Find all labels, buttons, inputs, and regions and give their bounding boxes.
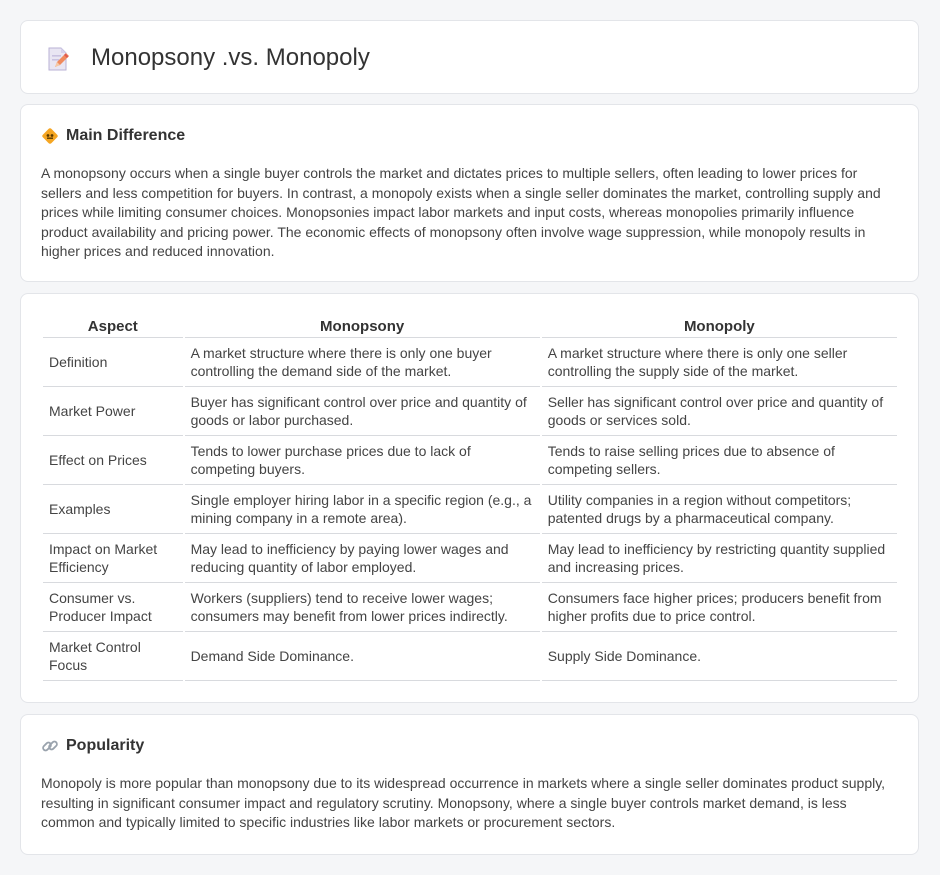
table-row: [43, 583, 897, 632]
table-cell-monopsony: Buyer has significant control over price and quantity of goods or labor purchased.: [185, 387, 540, 436]
header-monopsony: Monopsony: [185, 316, 540, 338]
table-cell-monopsony: Tends to lower purchase prices due to lack of competing buyers.: [185, 436, 540, 485]
table-row: [43, 632, 897, 681]
table-cell-monopoly: Supply Side Dominance.: [542, 632, 897, 681]
popularity-heading: [41, 737, 144, 755]
table-cell-monopsony: May lead to inefficiency by paying lower wages and reducing quantity of labor employed.: [185, 534, 540, 583]
table-cell-aspect: Definition: [43, 338, 183, 387]
table-row: [43, 534, 897, 583]
main-difference-text: A monopsony occurs when a single buyer controls the market and dictates prices to multiple sellers, often leading to lower prices for sellers and less competition for buyers. In contrast, a monopoly exists when a single seller dominates the market, controlling supply and prices while limiting consumer choices. Monopsonies impact labor markets and input costs, whereas monopolies primarily influence product availability and pricing power. The economic effects of monopsony often involve wage suppression, while monopoly results in higher prices and reduced innovation.: [41, 165, 881, 260]
table-cell-monopoly: May lead to inefficiency by restricting quantity supplied and increasing prices.: [542, 534, 897, 583]
main-difference-heading: [41, 127, 185, 145]
document-pencil-icon: [46, 46, 70, 72]
table-cell-monopsony: Single employer hiring labor in a specific region (e.g., a mining company in a remote area).: [185, 485, 540, 534]
header-aspect: Aspect: [43, 316, 183, 338]
table-cell-monopoly: Seller has significant control over price and quantity of goods or services sold.: [542, 387, 897, 436]
table-cell-monopoly: A market structure where there is only one seller controlling the supply side of the market.: [542, 338, 897, 387]
table-cell-monopsony: Demand Side Dominance.: [185, 632, 540, 681]
table-row: [43, 387, 897, 436]
page-title: Monopsony .vs. Monopoly: [91, 44, 370, 71]
table-cell-monopsony: A market structure where there is only one buyer controlling the demand side of the market.: [185, 338, 540, 387]
link-icon: [41, 737, 59, 755]
comparison-table: [41, 316, 899, 681]
diamond-sign-icon: [41, 127, 59, 145]
table-cell-aspect: Consumer vs. Producer Impact: [43, 583, 183, 632]
table-cell-monopoly: Utility companies in a region without competitors; patented drugs by a pharmaceutical company.: [542, 485, 897, 534]
table-cell-aspect: Examples: [43, 485, 183, 534]
table-row: [43, 485, 897, 534]
header-monopoly: Monopoly: [542, 316, 897, 338]
main-difference-title: Main Difference: [66, 127, 186, 144]
popularity-text: Monopoly is more popular than monopsony due to its widespread occurrence in markets where a single seller dominates product supply, resulting in significant consumer impact and regulatory scrutiny. Monopsony, where a single buyer controls market demand, is less common and typically limited to specific industries like labor markets or procurement sectors.: [41, 775, 886, 831]
table-cell-monopoly: Tends to raise selling prices due to absence of competing sellers.: [542, 436, 897, 485]
popularity-title: Popularity: [66, 737, 145, 754]
table-cell-monopoly: Consumers face higher prices; producers benefit from higher profits due to price control.: [542, 583, 897, 632]
table-cell-aspect: Market Power: [43, 387, 183, 436]
table-row: [43, 338, 897, 387]
table-cell-monopsony: Workers (suppliers) tend to receive lower wages; consumers may benefit from lower prices indirectly.: [185, 583, 540, 632]
table-row: [43, 436, 897, 485]
table-cell-aspect: Effect on Prices: [43, 436, 183, 485]
table-header-row: [43, 316, 897, 338]
table-cell-aspect: Impact on Market Efficiency: [43, 534, 183, 583]
table-cell-aspect: Market Control Focus: [43, 632, 183, 681]
